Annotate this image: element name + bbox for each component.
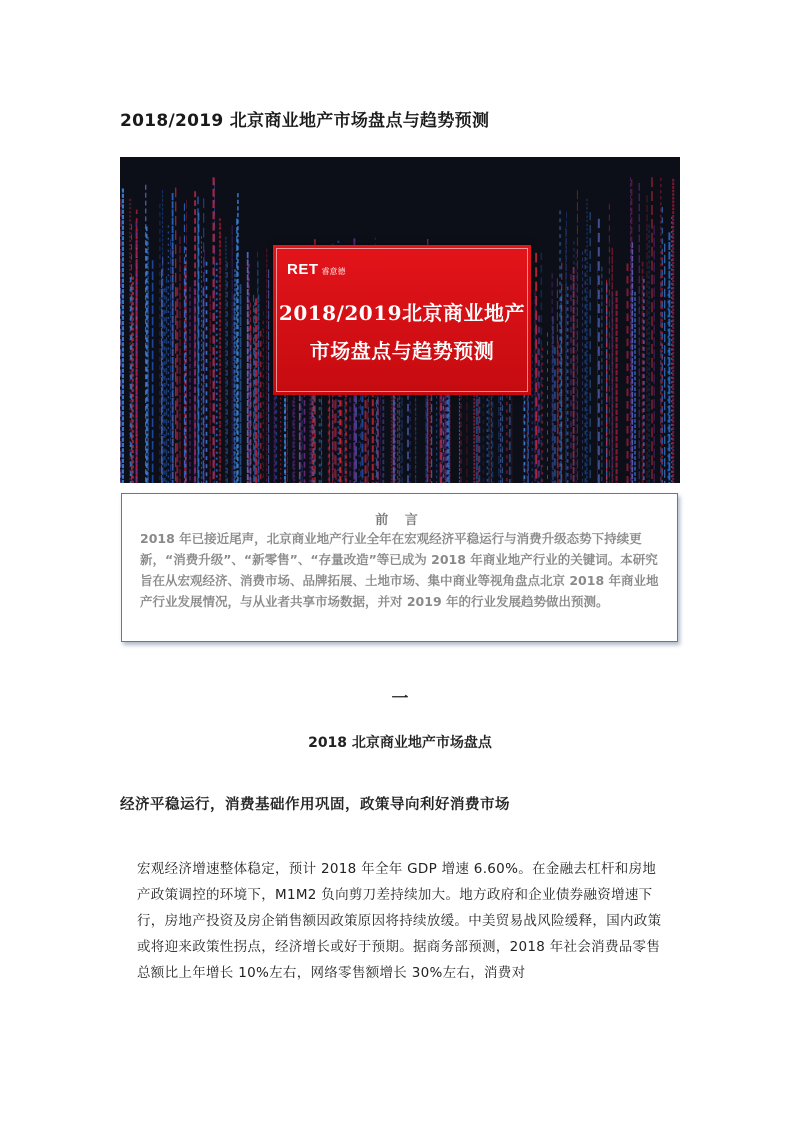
banner-title-card	[273, 245, 531, 395]
document-title: 2018/2019 北京商业地产市场盘点与趋势预测	[120, 111, 490, 131]
banner-title-line-2: 市场盘点与趋势预测	[309, 339, 495, 363]
body-paragraph: 宏观经济增速整体稳定，预计 2018 年全年 GDP 增速 6.60%。在金融去杠杆和房地产政策调控的环境下，M1M2 负向剪刀差持续加大。地方政府和企业债券融资增速下行，房地产投资及房企销售额因政策原因将持续放缓。中美贸易战风险缓释，国内政策或将迎来政策性拐点，经济增长或好于预期。据商务部预测，2018 年社会消费品零售总额比上年增长 10%左右，网络零售额增长 30%左右，消费对	[137, 861, 662, 981]
section-title: 2018 北京商业地产市场盘点	[308, 735, 492, 751]
banner-title-line-1: 2018/2019北京商业地产	[278, 301, 526, 325]
cover-banner	[120, 157, 680, 483]
brand-logo: RET 睿意德	[287, 261, 346, 278]
preface-heading: 前 言	[375, 513, 424, 528]
preface-box	[121, 493, 678, 642]
section-number: 一	[391, 689, 409, 709]
preface-text: 2018 年已接近尾声，北京商业地产行业全年在宏观经济平稳运行与消费升级态势下持续更新，“消费升级”、“新零售”、“存量改造”等已成为 2018 年商业地产行业的关键词。本研究旨在从宏观经济、消费市场、品牌拓展、土地市场、集中商业等视角盘点北京 2018 年商业地产行业发展情况，与从业者共享市场数据，并对 2019 年的行业发展趋势做出预测。	[140, 531, 659, 609]
section-subtitle: 经济平稳运行，消费基础作用巩固，政策导向利好消费市场	[120, 797, 510, 813]
